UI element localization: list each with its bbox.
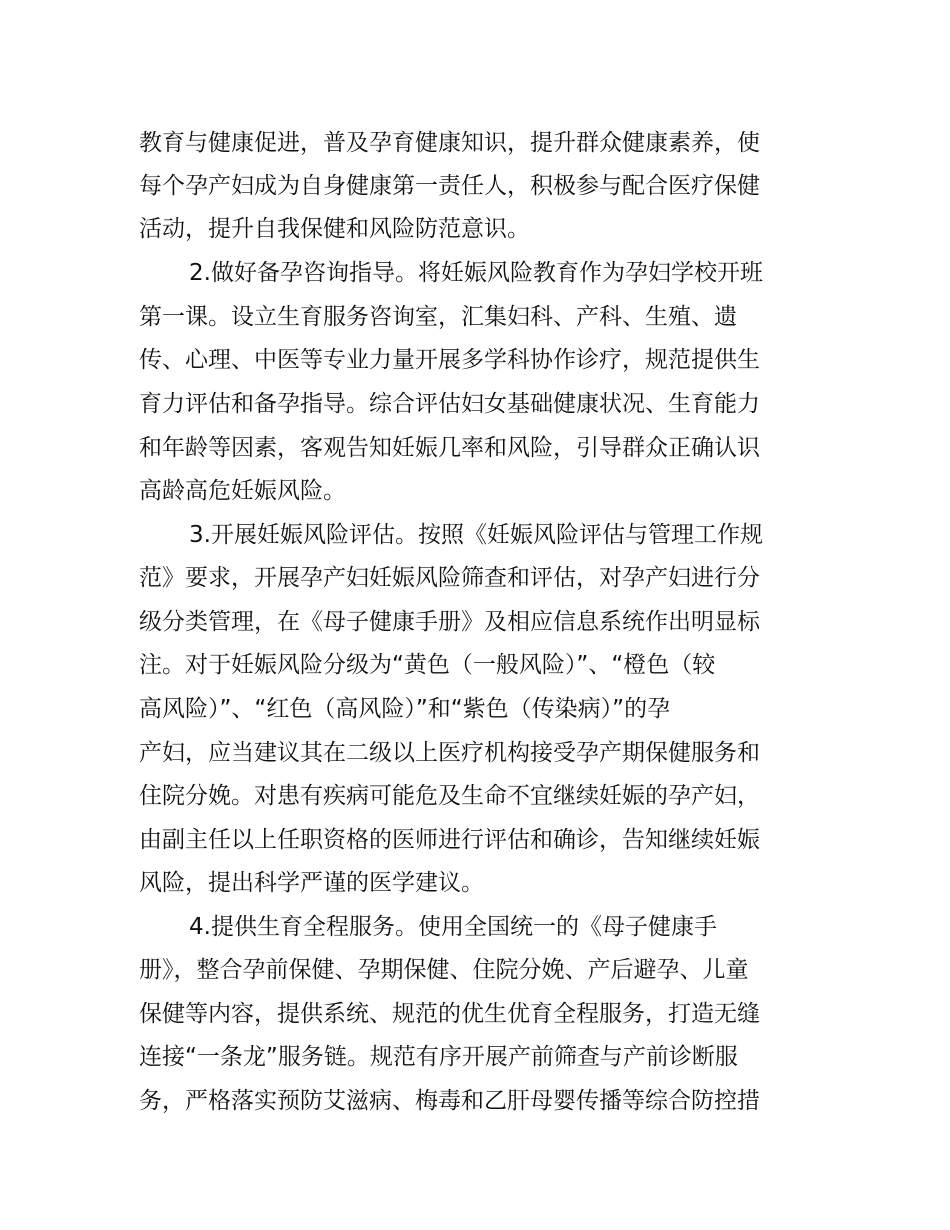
paragraph-3-first-line: 3.开展妊娠风险评估。按照《妊娠风险评估与管理工作规	[189, 522, 763, 548]
text-line: 高风险）”、“红色（高风险）”和“紫色（传染病）”的孕	[139, 696, 671, 722]
text-line: 风险，提出科学严谨的医学建议。	[139, 870, 484, 896]
text-line: 保健等内容，提供系统、规范的优生优育全程服务，打造无缝	[139, 1001, 760, 1027]
text-line: 住院分娩。对患有疾病可能危及生命不宜继续妊娠的孕产妇，	[139, 783, 760, 809]
text-line: 范》要求，开展孕产妇妊娠风险筛查和评估，对孕产妇进行分	[139, 565, 760, 591]
text-line: 产妇，应当建议其在二级以上医疗机构接受孕产期保健服务和	[139, 740, 760, 766]
text-line: 务，严格落实预防艾滋病、梅毒和乙肝母婴传播等综合防控措	[139, 1088, 760, 1114]
text-line: 册》，整合孕前保健、孕期保健、住院分娩、产后避孕、儿童	[139, 957, 749, 983]
paragraph-2-first-line: 2.做好备孕咨询指导。将妊娠风险教育作为孕妇学校开班	[189, 260, 763, 286]
text-line: 高龄高危妊娠风险。	[139, 478, 346, 504]
text-line: 育力评估和备孕指导。综合评估妇女基础健康状况、生育能力	[139, 391, 760, 417]
text-line: 教育与健康促进，普及孕育健康知识，提升群众健康素养，使	[139, 130, 760, 156]
text-line: 级分类管理，在《母子健康手册》及相应信息系统作出明显标	[139, 609, 760, 635]
paragraph-4-first-line: 4.提供生育全程服务。使用全国统一的《母子健康手	[189, 914, 717, 940]
text-line: 第一课。设立生育服务咨询室，汇集妇科、产科、生殖、遗	[139, 304, 737, 330]
text-line: 和年龄等因素，客观告知妊娠几率和风险，引导群众正确认识	[139, 435, 760, 461]
text-line: 每个孕产妇成为自身健康第一责任人，积极参与配合医疗保健	[139, 173, 760, 199]
text-line: 传、心理、中医等专业力量开展多学科协作诊疗，规范提供生	[139, 347, 760, 373]
text-line: 活动，提升自我保健和风险防范意识。	[139, 216, 530, 242]
text-line: 由副主任以上任职资格的医师进行评估和确诊，告知继续妊娠	[139, 827, 760, 853]
text-line: 连接“一条龙”服务链。规范有序开展产前筛查与产前诊断服	[139, 1044, 738, 1070]
text-line: 注。对于妊娠风险分级为“黄色（一般风险）”、“橙色（较	[139, 652, 716, 678]
